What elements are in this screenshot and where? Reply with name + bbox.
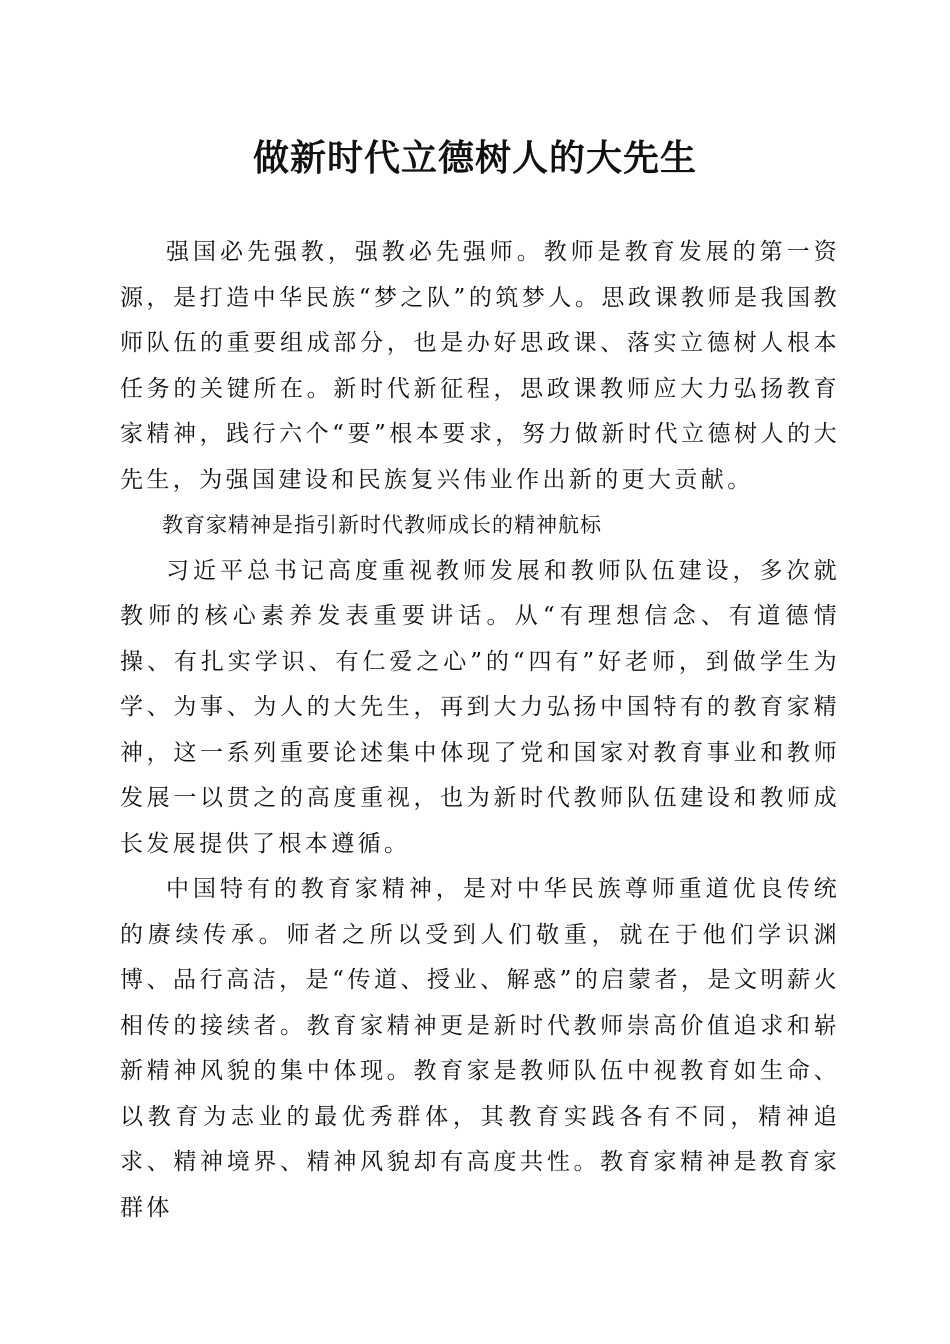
paragraph-educator-spirit: 中国特有的教育家精神，是对中华民族尊师重道优良传统的赓续传承。师者之所以受到人们敬重，就在于他们学识渊博、品行高洁，是“传道、授业、解惑”的启蒙者，是文明薪火相传的接续者。教育家精神更是新时代教师崇高价值追求和崭新精神风貌的集中体现。教育家是教师队伍中视教育如生命、以教育为志业的最优秀群体，其教育实践各有不同，精神追求、精神境界、精神风貌却有高度共性。教育家精神是教育家群体 xyxy=(120,876,840,1221)
section-heading: 教育家精神是指引新时代教师成长的精神航标 xyxy=(162,513,602,537)
document-body xyxy=(120,230,840,1231)
paragraph-xi-remarks: 习近平总书记高度重视教师发展和教师队伍建设，多次就教师的核心素养发表重要讲话。从“有理想信念、有道德情操、有扎实学识、有仁爱之心”的“四有”好老师，到做学生为学、为事、为人的大先生，再到大力弘扬中国特有的教育家精神，这一系列重要论述集中体现了党和国家对教育事业和教师发展一以贯之的高度重视，也为新时代教师队伍建设和教师成长发展提供了根本遵循。 xyxy=(120,557,840,857)
paragraph-intro: 强国必先强教，强教必先强师。教师是教育发展的第一资源，是打造中华民族“梦之队”的筑梦人。思政课教师是我国教师队伍的重要组成部分，也是办好思政课、落实立德树人根本任务的关键所在。新时代新征程，思政课教师应大力弘扬教育家精神，践行六个“要”根本要求，努力做新时代立德树人的大先生，为强国建设和民族复兴伟业作出新的更大贡献。 xyxy=(120,239,840,493)
document-title: 做新时代立德树人的大先生 xyxy=(252,137,697,179)
